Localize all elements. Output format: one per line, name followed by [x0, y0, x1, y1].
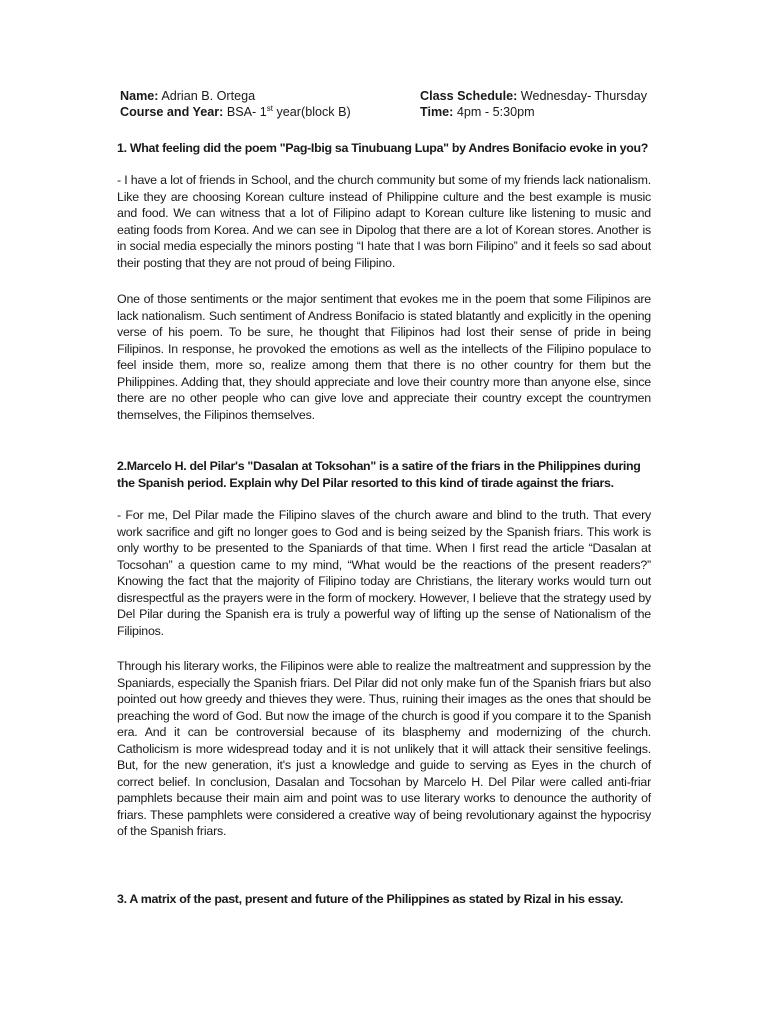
answer-2-paragraph-2: Through his literary works, the Filipinos were able to realize the maltreatment and suppression by the Spaniards, especially the Spanish friars. Del Pilar did not only make fun of the Spanish friars but also pointed out how greedy and thieves they were. Thus, ruining their images as the ones that should be preaching the word of God. But now the image of the church is good if you compare it to the Spanish era. And it can be controversial because of its blasphemy and modernizing of the church. Catholicism is more widespread today and it is not unlikely that it will attack their sensitive feelings. But, for the new generation, it's just a knowledge and guide to serving as Eyes in the church of correct belief. In conclusion, Dasalan and Tocsohan by Marcelo H. Del Pilar were called anti-friar pamphlets because their main aim and point was to use literary works to denounce the authority of friars. These pamphlets were considered a creative way of being revolutionary against the hypocrisy of the Spanish friars.: [117, 659, 651, 838]
class-schedule-line: [420, 88, 647, 104]
name-label: Name:: [120, 89, 159, 103]
answer-2-paragraph-1: - For me, Del Pilar made the Filipino slaves of the church aware and blind to the truth. That every work sacrifice and gift no longer goes to God and is being seized by the Spanish friars. This work is only worthy to be presented to the Spaniards of that time. When I first read the article “Dasalan at Tocsohan” a question came to my mind, “What would be the reactions of the present readers?” Knowing the fact that the majority of Filipino today are Christians, the literary works would turn out disrespectful as the prayers were in the form of mockery. However, I believe that the strategy used by Del Pilar during the Spanish era is truly a powerful way of lifting up the sense of Nationalism of the Filipinos.: [117, 508, 651, 638]
time-label: Time:: [420, 105, 454, 119]
name-value: Adrian B. Ortega: [161, 89, 256, 103]
answer-1-paragraph-1: - I have a lot of friends in School, and the church community but some of my friends lack nationalism. Like they are choosing Korean culture instead of Philippine culture and the best example is music and food. We can witness that a lot of Filipino adapt to Korean culture like listening to music and eating foods from Korea. And we can see in Dipolog that there are a lot of Korean stores. Another is in social media especially the minors posting “I hate that I was born Filipino” and it feels so sad about their posting that they are not proud of being Filipino.: [117, 173, 651, 270]
question-2-heading: 2.Marcelo H. del Pilar's "Dasalan at Toksohan" is a satire of the friars in the Philippines during the Spanish period. Explain why Del Pilar resorted to this kind of tirade against the friars.: [117, 459, 641, 490]
question-1-heading: 1. What feeling did the poem "Pag-Ibig sa Tinubuang Lupa" by Andres Bonifacio evoke in you?: [117, 141, 649, 155]
schedule-label: Class Schedule:: [420, 89, 518, 103]
question-3-heading: 3. A matrix of the past, present and future of the Philippines as stated by Rizal in his essay.: [117, 892, 624, 906]
time-value: 4pm - 5:30pm: [456, 105, 535, 119]
course-label: Course and Year:: [120, 105, 224, 119]
course-year-line: [120, 104, 351, 120]
answer-1-paragraph-2: One of those sentiments or the major sentiment that evokes me in the poem that some Filipinos are lack nationalism. Such sentiment of Andress Bonifacio is stated blatantly and explicitly in the opening verse of his poem. To be sure, he thought that Filipinos had lost their sense of pride in being Filipinos. In response, he provoked the emotions as well as the intellects of the Filipino populace to feel inside them, more so, realize among them that there is no other country for them but the Philippines. Adding that, they should appreciate and love their country more than anyone else, since there are no other people who can give love and appreciate their country except the countrymen themselves, the Filipinos themselves.: [117, 292, 651, 422]
schedule-value: Wednesday- Thursday: [520, 89, 648, 103]
course-value: BSA- 1st year(block B): [226, 104, 351, 119]
time-line: [420, 104, 535, 120]
student-name-line: [120, 88, 255, 104]
